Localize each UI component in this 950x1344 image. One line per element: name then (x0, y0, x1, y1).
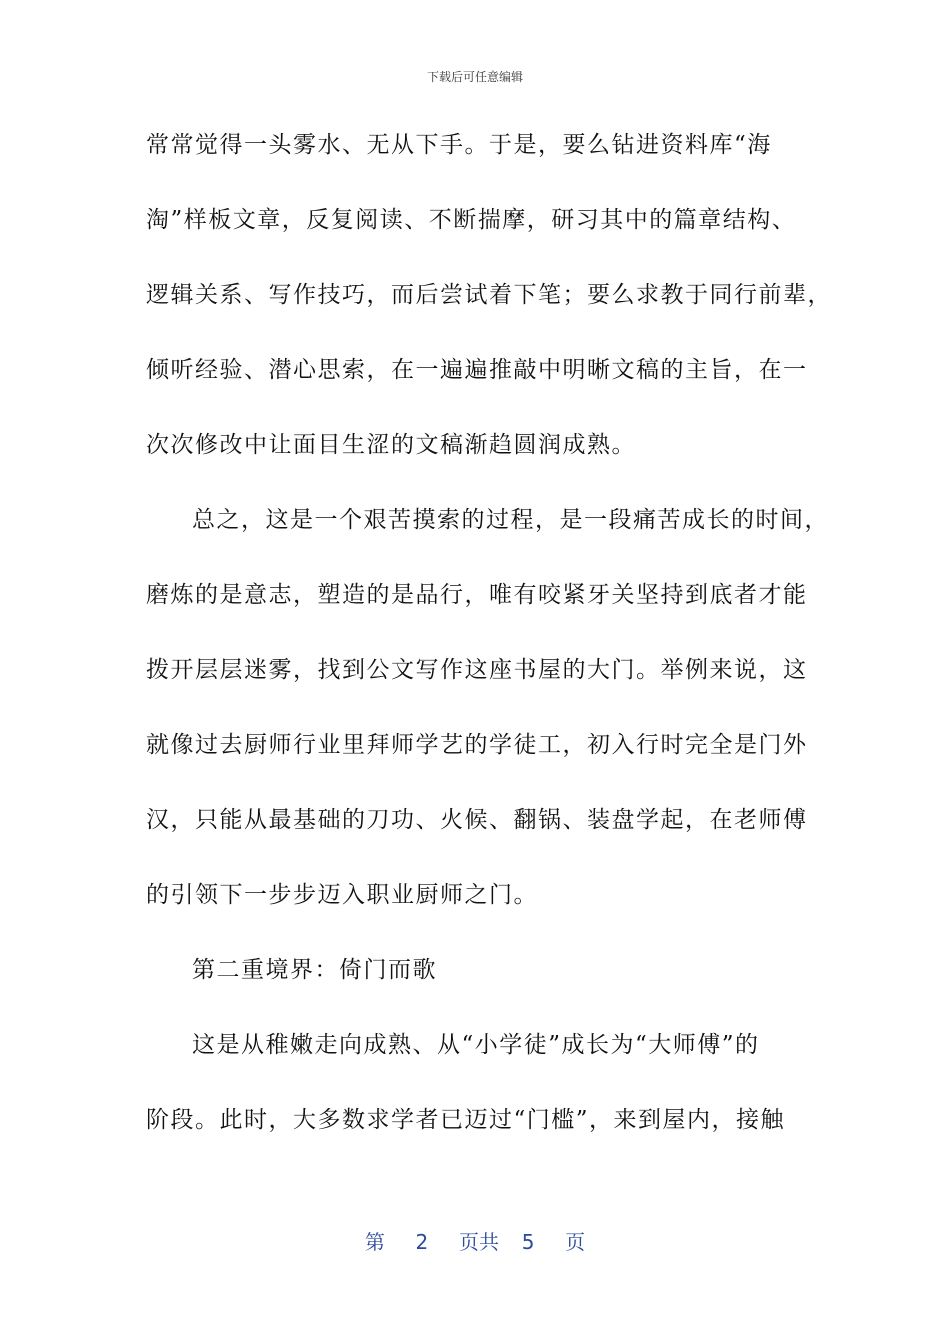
text-line-11: 的引领下一步步迈入职业厨师之门。 (146, 882, 538, 908)
text-line-3: 逻辑关系、写作技巧，而后尝试着下笔；要么求教于同行前辈， (146, 282, 832, 308)
footer-middle: 页共 (459, 1230, 499, 1254)
paragraph-start-line: 总之，这是一个艰苦摸索的过程，是一段痛苦成长的时间， (192, 507, 829, 533)
paragraph-start-line: 这是从稚嫩走向成熟、从“小学徒”成长为“大师傅”的 (192, 1032, 760, 1058)
text-line-10: 汉，只能从最基础的刀功、火候、翻锅、装盘学起，在老师傅 (146, 807, 808, 833)
section-heading: 第二重境界：倚门而歌 (192, 957, 437, 983)
header-note: 下载后可任意编辑 (426, 70, 523, 84)
text-line-4: 倾听经验、潜心思索，在一遍遍推敲中明晰文稿的主旨，在一 (146, 357, 808, 383)
text-line-5: 次次修改中让面目生涩的文稿渐趋圆润成熟。 (146, 432, 636, 458)
text-line-8: 拨开层层迷雾，找到公文写作这座书屋的大门。举例来说，这 (146, 657, 808, 683)
text-line-7: 磨炼的是意志，塑造的是品行，唯有咬紧牙关坚持到底者才能 (146, 582, 808, 608)
current-page-number: 2 (415, 1230, 429, 1254)
text-line-14: 阶段。此时，大多数求学者已迈过“门槛”，来到屋内，接触 (146, 1107, 786, 1133)
footer-prefix: 第 (364, 1230, 385, 1254)
page-footer (0, 1226, 950, 1255)
text-line-1: 常常觉得一头雾水、无从下手。于是，要么钻进资料库“海 (146, 132, 772, 158)
text-line-2: 淘”样板文章，反复阅读、不断揣摩，研习其中的篇章结构、 (146, 207, 797, 233)
text-line-9: 就像过去厨师行业里拜师学艺的学徒工，初入行时完全是门外 (146, 732, 808, 758)
total-page-number: 5 (521, 1230, 535, 1254)
footer-suffix: 页 (565, 1230, 586, 1254)
